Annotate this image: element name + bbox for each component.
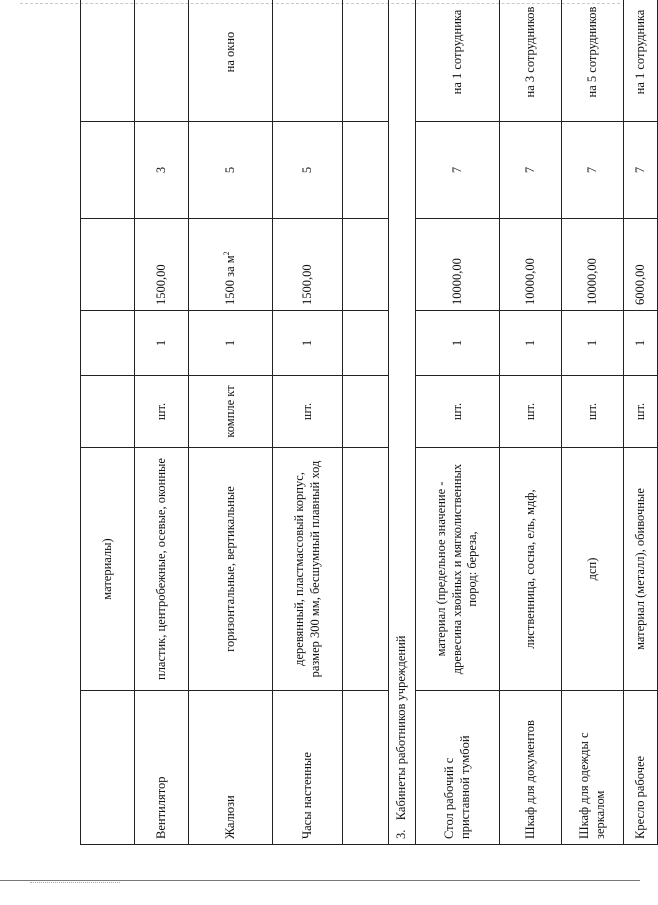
cell-empty [343, 376, 389, 448]
cell-empty [81, 376, 135, 448]
cell-unit: компле кт [189, 376, 273, 448]
cell-norm [135, 0, 189, 122]
cell-price: 1500,00 [135, 219, 189, 311]
cell-empty [81, 0, 135, 122]
cell-norm: на окно [189, 0, 273, 122]
norms-table [80, 0, 658, 845]
cell-years: 3 [135, 122, 189, 219]
table-section-row [389, 0, 416, 845]
cell-norm [273, 0, 343, 122]
cell-unit: шт. [135, 376, 189, 448]
table-row-empty [343, 0, 389, 845]
cell-unit: шт. [416, 376, 500, 448]
cell-header-fragment: материалы) [81, 448, 135, 691]
cell-price: 10000,00 [500, 219, 562, 311]
cell-item-desc: материал (металл), обивочные [624, 448, 658, 691]
price-text: 1500 за м [223, 255, 238, 305]
cell-empty [343, 0, 389, 122]
cell-empty [343, 691, 389, 845]
table-row [500, 0, 562, 845]
cell-item-name: Стол рабочий с приставной тумбой [416, 691, 500, 845]
table-row [189, 0, 273, 845]
cell-item-name: Вентилятор [135, 691, 189, 845]
cell-qty: 1 [624, 311, 658, 376]
cell-empty [343, 219, 389, 311]
cell-price [189, 219, 273, 311]
scan-mark [30, 882, 120, 884]
cell-price: 6000,00 [624, 219, 658, 311]
cell-empty [81, 122, 135, 219]
cell-empty [81, 311, 135, 376]
section-title: Кабинеты работников учреждений [394, 635, 409, 821]
cell-item-desc: материал (предельное значение - древесина хвойных и мягколиственных пород: береза, [416, 448, 500, 691]
cell-unit: шт. [500, 376, 562, 448]
cell-qty: 1 [135, 311, 189, 376]
cell-empty [343, 448, 389, 691]
cell-years: 7 [624, 122, 658, 219]
cell-qty: 1 [500, 311, 562, 376]
cell-empty [81, 691, 135, 845]
table-row [624, 0, 658, 845]
scan-edge-bottom [0, 880, 640, 881]
cell-empty [81, 219, 135, 311]
price-superscript: 2 [222, 251, 232, 256]
cell-item-desc: горизонтальные, вертикальные [189, 448, 273, 691]
cell-price: 10000,00 [562, 219, 624, 311]
cell-item-desc: пластик, центробежные, осевые, оконные [135, 448, 189, 691]
cell-years: 7 [500, 122, 562, 219]
cell-unit: шт. [273, 376, 343, 448]
cell-years: 5 [273, 122, 343, 219]
section-number: 3. [394, 829, 409, 839]
cell-years: 7 [562, 122, 624, 219]
cell-norm: на 1 сотрудника [624, 0, 658, 122]
table-row [416, 0, 500, 845]
cell-unit: шт. [562, 376, 624, 448]
rotated-table-container [80, 6, 647, 845]
cell-price: 1500,00 [273, 219, 343, 311]
cell-item-name: Шкаф для одежды с зеркалом [562, 691, 624, 845]
table-row [273, 0, 343, 845]
cell-empty [343, 311, 389, 376]
cell-item-name: Шкаф для документов [500, 691, 562, 845]
table-row [562, 0, 624, 845]
cell-norm: на 5 сотрудников [562, 0, 624, 122]
cell-qty: 1 [189, 311, 273, 376]
cell-item-desc: лиственница, сосна, ель, мдф, [500, 448, 562, 691]
cell-item-desc: дсп) [562, 448, 624, 691]
cell-unit: шт. [624, 376, 658, 448]
cell-item-name: Жалюзи [189, 691, 273, 845]
table-row [135, 0, 189, 845]
cell-norm: на 3 сотрудников [500, 0, 562, 122]
section-heading [389, 0, 416, 845]
cell-item-name: Кресло рабочее [624, 691, 658, 845]
cell-years: 7 [416, 122, 500, 219]
cell-qty: 1 [416, 311, 500, 376]
cell-qty: 1 [273, 311, 343, 376]
cell-years: 5 [189, 122, 273, 219]
cell-item-desc: деревянный, пластмассовый корпус, размер 300 мм, бесшумный плавный ход [273, 448, 343, 691]
cell-item-name: Часы настенные [273, 691, 343, 845]
cell-price: 10000,00 [416, 219, 500, 311]
table-row-header-fragment [81, 0, 135, 845]
cell-empty [343, 122, 389, 219]
cell-qty: 1 [562, 311, 624, 376]
cell-norm: на 1 сотрудника [416, 0, 500, 122]
